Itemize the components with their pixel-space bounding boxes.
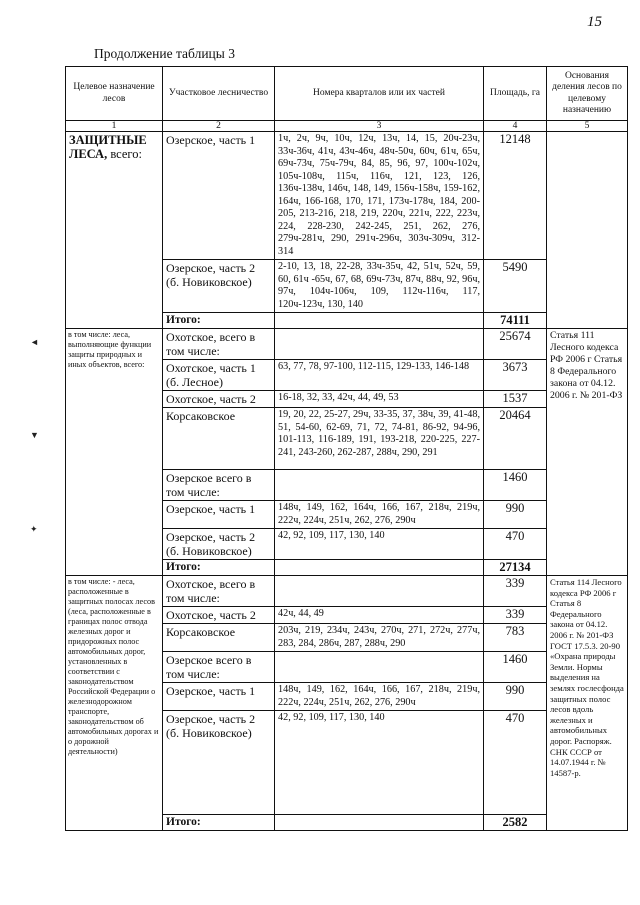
total-value: 74111 [484,313,547,329]
header-basis: Основания деления лесов по целевому назначению [547,67,628,121]
total-empty [275,815,484,831]
quarters-cell [275,652,484,683]
forestry-cell: Корсаковское [163,624,275,652]
category-protection-functions: в том числе: леса, выполняющие функции защиты природных и иных объектов, всего: [66,329,163,576]
area-cell: 12148 [484,132,547,260]
table-caption: Продолжение таблицы 3 [94,46,235,61]
category-protective-strips: в том числе: - леса, расположенные в защитных полосах лесов (леса, расположенные в границах полос отвода железных дорог и придорожных полос автомобильных дорог, установленных в соответствии с законодательством Российской Федерации о железнодорожном транспорте, законодательством об автомобильных дорогах и о дорожной деятельности) [66,576,163,831]
area-cell: 470 [484,711,547,815]
quarters-cell: 42ч, 44, 49 [275,607,484,624]
col-number-5: 5 [547,121,628,132]
quarters-cell: 203ч, 219, 234ч, 243ч, 270ч, 271, 272ч, 277ч, 283, 284, 286ч, 287, 288ч, 290 [275,624,484,652]
quarters-cell [275,576,484,607]
quarters-cell: 42, 92, 109, 117, 130, 140 [275,711,484,815]
category-title: ЗАЩИТНЫЕ ЛЕСА, [69,133,147,161]
area-cell: 1460 [484,652,547,683]
basis-cell: Статья 114 Лесного кодекса РФ 2006 г Статья 8 Федерального закона от 04.12. 2006 г. № 201-ФЗ ГОСТ 17.5.3. 20-90 «Охрана природы Земли. Нормы выделения на землях гослесфонда защитных полос лесов вдоль железных и автомобильных дорог. Распоряж. СНК СССР от 14.07.1944 г. № 14587-р. [547,576,628,831]
header-purpose: Целевое назначение лесов [66,67,163,121]
forest-table [65,66,628,831]
total-empty [275,313,484,329]
total-value: 2582 [484,815,547,831]
area-cell: 3673 [484,360,547,391]
area-cell: 470 [484,529,547,560]
forestry-cell: Озерское, часть 1 [163,683,275,711]
basis-cell: Статья 111 Лесного кодекса РФ 2006 г Статья 8 Федерального закона от 04.12. 2006 г. № 201-ФЗ [547,329,628,576]
quarters-cell [275,329,484,360]
table-row [66,576,628,607]
area-cell: 990 [484,501,547,529]
header-forestry: Участковое лесничество [163,67,275,121]
area-cell: 1460 [484,470,547,501]
header-quarters: Номера кварталов или их частей [275,67,484,121]
forestry-cell: Озерское, часть 2 (б. Новиковское) [163,711,275,815]
quarters-cell: 2-10, 13, 18, 22-28, 33ч-35ч, 42, 51ч, 52ч, 59, 60, 61ч -65ч, 67, 68, 69ч-73ч, 87ч, 88ч, 92, 96ч, 97ч, 104ч-106ч, 109, 112ч-116ч, 117, 120ч-123ч, 130, 140 [275,260,484,313]
forestry-cell: Озерское, часть 1 [163,132,275,260]
forestry-cell: Охотское, часть 1 (б. Лесное) [163,360,275,391]
table-row [66,329,628,360]
area-cell: 990 [484,683,547,711]
forestry-cell: Охотское, всего в том числе: [163,329,275,360]
page-number: 15 [587,14,602,30]
area-cell: 25674 [484,329,547,360]
category-title-suffix: всего: [107,147,142,161]
area-cell: 1537 [484,391,547,408]
area-cell: 339 [484,607,547,624]
quarters-cell: 148ч, 149, 162, 164ч, 166, 167, 218ч, 219ч, 222ч, 224ч, 251ч, 262, 276, 290ч [275,683,484,711]
header-area: Площадь, га [484,67,547,121]
col-number-1: 1 [66,121,163,132]
quarters-cell: 16-18, 32, 33, 42ч, 44, 49, 53 [275,391,484,408]
quarters-cell: 148ч, 149, 162, 164ч, 166, 167, 218ч, 219ч, 222ч, 224ч, 251ч, 262, 276, 290ч [275,501,484,529]
basis-cell-empty [547,132,628,329]
header-row [66,67,628,121]
total-label: Итого: [163,815,275,831]
margin-mark-1: ◄ [30,337,39,347]
area-cell: 5490 [484,260,547,313]
category-protective-forests [66,132,163,329]
total-empty [275,560,484,576]
area-cell: 339 [484,576,547,607]
forestry-cell: Охотское, часть 2 [163,391,275,408]
margin-mark-2: ▼ [30,430,39,440]
table-row [66,132,628,260]
column-numbers-row [66,121,628,132]
forestry-cell: Озерское, часть 2 (б. Новиковское) [163,529,275,560]
forestry-cell: Озерское всего в том числе: [163,470,275,501]
quarters-cell: 1ч, 2ч, 9ч, 10ч, 12ч, 13ч, 14, 15, 20ч-23ч, 33ч-36ч, 41ч, 43ч-46ч, 48ч-50ч, 60ч, 61ч, 65ч, 69ч-73ч, 75ч-79ч, 84, 85, 96, 97, 100ч-102ч, 105ч-108ч, 115ч, 116ч, 121, 123, 126, 136ч-138ч, 146ч, 148, 149, 156ч-158ч, 159-162, 164ч, 166-168, 170, 171, 173ч-178ч, 184, 200-205, 213-216, 218, 219, 220ч, 221ч, 222, 223ч, 224, 228-230, 242-245, 251, 262, 276, 279ч-281ч, 290, 291ч-296ч, 303ч-309ч, 312-314 [275,132,484,260]
total-value: 27134 [484,560,547,576]
quarters-cell: 42, 92, 109, 117, 130, 140 [275,529,484,560]
forestry-cell: Озерское, часть 1 [163,501,275,529]
forestry-cell: Озерское, часть 2 (б. Новиковское) [163,260,275,313]
col-number-3: 3 [275,121,484,132]
forestry-cell: Охотское, всего в том числе: [163,576,275,607]
col-number-4: 4 [484,121,547,132]
quarters-cell [275,470,484,501]
forestry-cell: Охотское, часть 2 [163,607,275,624]
forestry-cell: Озерское всего в том числе: [163,652,275,683]
col-number-2: 2 [163,121,275,132]
quarters-cell: 19, 20, 22, 25-27, 29ч, 33-35, 37, 38ч, 39, 41-48, 51, 54-60, 62-69, 71, 72, 74-81, 86-92, 94-96, 101-113, 116-189, 191, 193-218, 220-225, 227-241, 243-260, 262-287, 288ч, 290, 291 [275,408,484,470]
forestry-cell: Корсаковское [163,408,275,470]
quarters-cell: 63, 77, 78, 97-100, 112-115, 129-133, 146-148 [275,360,484,391]
area-cell: 783 [484,624,547,652]
margin-mark-3: ✦ [30,524,38,534]
total-label: Итого: [163,313,275,329]
area-cell: 20464 [484,408,547,470]
total-label: Итого: [163,560,275,576]
